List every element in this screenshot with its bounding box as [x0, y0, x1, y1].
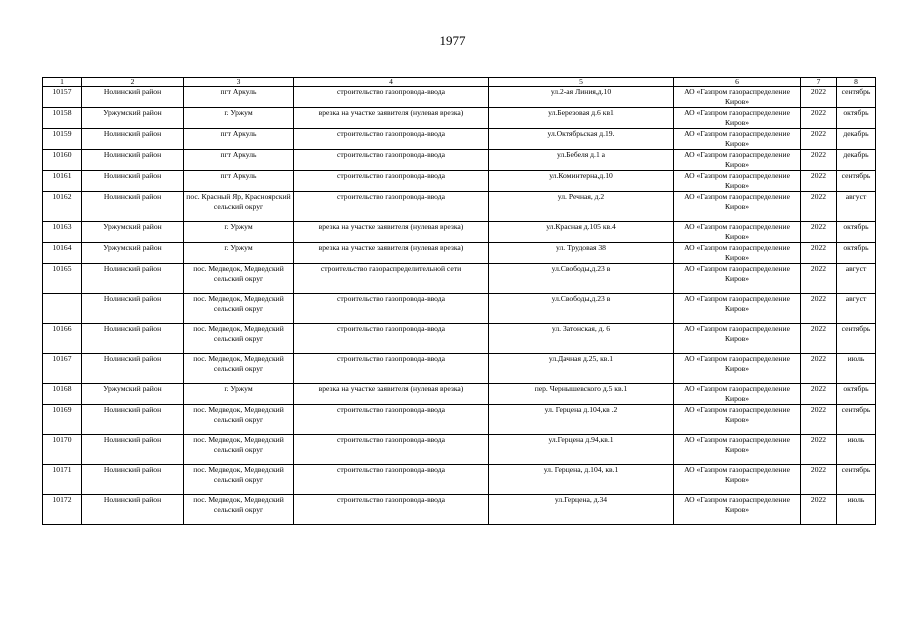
work-type-cell: врезка на участке заявителя (нулевая врезка): [294, 222, 489, 243]
table-row: [43, 192, 876, 222]
address-cell: ул.Герцена, д.34: [489, 495, 674, 525]
work-type-cell: врезка на участке заявителя (нулевая врезка): [294, 108, 489, 129]
district-cell: Нолинский район: [82, 150, 184, 171]
district-cell: Уржумский район: [82, 243, 184, 264]
year-cell: 2022: [801, 354, 837, 384]
column-header: 7: [801, 78, 837, 87]
work-type-cell: строительство газопровода-ввода: [294, 294, 489, 324]
settlement-cell: пгт Аркуль: [184, 150, 294, 171]
table-row: [43, 243, 876, 264]
column-header: 2: [82, 78, 184, 87]
work-type-cell: строительство газопровода-ввода: [294, 495, 489, 525]
table-row: [43, 222, 876, 243]
work-type-cell: врезка на участке заявителя (нулевая врезка): [294, 384, 489, 405]
work-type-cell: строительство газопровода-ввода: [294, 405, 489, 435]
table-row: [43, 384, 876, 405]
organization-cell: АО «Газпром газораспределение Киров»: [674, 129, 801, 150]
month-cell: октябрь: [837, 108, 876, 129]
organization-cell: АО «Газпром газораспределение Киров»: [674, 222, 801, 243]
column-header: 1: [43, 78, 82, 87]
table-row: [43, 264, 876, 294]
month-cell: октябрь: [837, 384, 876, 405]
year-cell: 2022: [801, 108, 837, 129]
address-cell: ул.Октябрьская д.19.: [489, 129, 674, 150]
year-cell: 2022: [801, 264, 837, 294]
month-cell: сентябрь: [837, 324, 876, 354]
address-cell: ул.Красная д.105 кв.4: [489, 222, 674, 243]
settlement-cell: г. Уржум: [184, 108, 294, 129]
year-cell: 2022: [801, 243, 837, 264]
settlement-cell: пос. Медведок, Медведский сельский округ: [184, 435, 294, 465]
organization-cell: АО «Газпром газораспределение Киров»: [674, 354, 801, 384]
settlement-cell: пгт Аркуль: [184, 87, 294, 108]
settlement-cell: пос. Медведок, Медведский сельский округ: [184, 354, 294, 384]
year-cell: 2022: [801, 222, 837, 243]
month-cell: декабрь: [837, 150, 876, 171]
column-header: 6: [674, 78, 801, 87]
address-cell: ул. Герцена д.104,кв .2: [489, 405, 674, 435]
column-header: 8: [837, 78, 876, 87]
month-cell: июль: [837, 354, 876, 384]
row-id-cell: 10164: [43, 243, 82, 264]
settlement-cell: пос. Медведок, Медведский сельский округ: [184, 405, 294, 435]
address-cell: пер. Чернышевского д.5 кв.1: [489, 384, 674, 405]
district-cell: Нолинский район: [82, 294, 184, 324]
year-cell: 2022: [801, 324, 837, 354]
work-type-cell: строительство газопровода-ввода: [294, 324, 489, 354]
organization-cell: АО «Газпром газораспределение Киров»: [674, 243, 801, 264]
table-row: [43, 495, 876, 525]
column-header: 4: [294, 78, 489, 87]
month-cell: июль: [837, 435, 876, 465]
address-cell: ул. Речная, д.2: [489, 192, 674, 222]
address-cell: ул.Герцена д.94,кв.1: [489, 435, 674, 465]
row-id-cell: 10161: [43, 171, 82, 192]
header-row: [43, 78, 876, 87]
address-cell: ул. Герцена, д.104, кв.1: [489, 465, 674, 495]
organization-cell: АО «Газпром газораспределение Киров»: [674, 435, 801, 465]
address-cell: ул.Свободы,д.23 в: [489, 264, 674, 294]
row-id-cell: 10168: [43, 384, 82, 405]
organization-cell: АО «Газпром газораспределение Киров»: [674, 192, 801, 222]
work-type-cell: строительство газопровода-ввода: [294, 465, 489, 495]
organization-cell: АО «Газпром газораспределение Киров»: [674, 294, 801, 324]
work-type-cell: строительство газопровода-ввода: [294, 87, 489, 108]
row-id-cell: 10159: [43, 129, 82, 150]
address-cell: ул.Дачная д.25, кв.1: [489, 354, 674, 384]
table-header: [43, 78, 876, 87]
table-row: [43, 150, 876, 171]
organization-cell: АО «Газпром газораспределение Киров»: [674, 384, 801, 405]
district-cell: Нолинский район: [82, 171, 184, 192]
row-id-cell: 10171: [43, 465, 82, 495]
address-cell: ул.Свободы,д.23 в: [489, 294, 674, 324]
organization-cell: АО «Газпром газораспределение Киров»: [674, 465, 801, 495]
column-header: 5: [489, 78, 674, 87]
district-cell: Нолинский район: [82, 495, 184, 525]
work-type-cell: врезка на участке заявителя (нулевая врезка): [294, 243, 489, 264]
year-cell: 2022: [801, 495, 837, 525]
district-cell: Нолинский район: [82, 354, 184, 384]
month-cell: октябрь: [837, 222, 876, 243]
settlement-cell: пос. Медведок, Медведский сельский округ: [184, 465, 294, 495]
settlement-cell: г. Уржум: [184, 384, 294, 405]
year-cell: 2022: [801, 192, 837, 222]
organization-cell: АО «Газпром газораспределение Киров»: [674, 405, 801, 435]
page-number: 1977: [439, 33, 466, 48]
work-type-cell: строительство газопровода-ввода: [294, 354, 489, 384]
row-id-cell: 10172: [43, 495, 82, 525]
address-cell: ул.Коминтерна,д.10: [489, 171, 674, 192]
work-type-cell: строительство газопровода-ввода: [294, 171, 489, 192]
year-cell: 2022: [801, 384, 837, 405]
district-cell: Нолинский район: [82, 405, 184, 435]
settlement-cell: пос. Медведок, Медведский сельский округ: [184, 264, 294, 294]
table-row: [43, 405, 876, 435]
table-row: [43, 354, 876, 384]
row-id-cell: 10163: [43, 222, 82, 243]
settlement-cell: г. Уржум: [184, 222, 294, 243]
registry-table: [42, 77, 876, 525]
organization-cell: АО «Газпром газораспределение Киров»: [674, 171, 801, 192]
table-body: [43, 87, 876, 525]
table-row: [43, 435, 876, 465]
work-type-cell: строительство газопровода-ввода: [294, 435, 489, 465]
work-type-cell: строительство газопровода-ввода: [294, 192, 489, 222]
table-row: [43, 465, 876, 495]
month-cell: август: [837, 294, 876, 324]
row-id-cell: 10167: [43, 354, 82, 384]
district-cell: Нолинский район: [82, 129, 184, 150]
address-cell: ул. Трудовая 38: [489, 243, 674, 264]
row-id-cell: 10170: [43, 435, 82, 465]
work-type-cell: строительство газопровода-ввода: [294, 129, 489, 150]
work-type-cell: строительство газопровода-ввода: [294, 150, 489, 171]
organization-cell: АО «Газпром газораспределение Киров»: [674, 87, 801, 108]
settlement-cell: пос. Медведок, Медведский сельский округ: [184, 294, 294, 324]
table-row: [43, 171, 876, 192]
month-cell: сентябрь: [837, 171, 876, 192]
year-cell: 2022: [801, 294, 837, 324]
year-cell: 2022: [801, 171, 837, 192]
month-cell: октябрь: [837, 243, 876, 264]
year-cell: 2022: [801, 435, 837, 465]
settlement-cell: пос. Медведок, Медведский сельский округ: [184, 495, 294, 525]
row-id-cell: 10166: [43, 324, 82, 354]
address-cell: ул.2-ая Линия,д.10: [489, 87, 674, 108]
district-cell: Уржумский район: [82, 108, 184, 129]
district-cell: Нолинский район: [82, 435, 184, 465]
month-cell: сентябрь: [837, 87, 876, 108]
address-cell: ул. Затонская, д. 6: [489, 324, 674, 354]
district-cell: Нолинский район: [82, 324, 184, 354]
month-cell: август: [837, 192, 876, 222]
organization-cell: АО «Газпром газораспределение Киров»: [674, 108, 801, 129]
row-id-cell: 10165: [43, 264, 82, 294]
month-cell: декабрь: [837, 129, 876, 150]
table-row: [43, 294, 876, 324]
year-cell: 2022: [801, 87, 837, 108]
settlement-cell: г. Уржум: [184, 243, 294, 264]
row-id-cell: 10169: [43, 405, 82, 435]
table-row: [43, 108, 876, 129]
month-cell: сентябрь: [837, 465, 876, 495]
settlement-cell: пгт Аркуль: [184, 171, 294, 192]
district-cell: Нолинский район: [82, 87, 184, 108]
settlement-cell: пос. Красный Яр, Красноярский сельский округ: [184, 192, 294, 222]
district-cell: Уржумский район: [82, 222, 184, 243]
work-type-cell: строительство газораспределительной сети: [294, 264, 489, 294]
month-cell: август: [837, 264, 876, 294]
organization-cell: АО «Газпром газораспределение Киров»: [674, 495, 801, 525]
district-cell: Нолинский район: [82, 192, 184, 222]
address-cell: ул.Березовая д.6 кв1: [489, 108, 674, 129]
row-id-cell: 10157: [43, 87, 82, 108]
settlement-cell: пгт Аркуль: [184, 129, 294, 150]
organization-cell: АО «Газпром газораспределение Киров»: [674, 264, 801, 294]
row-id-cell: 10162: [43, 192, 82, 222]
row-id-cell: [43, 294, 82, 324]
settlement-cell: пос. Медведок, Медведский сельский округ: [184, 324, 294, 354]
district-cell: Нолинский район: [82, 465, 184, 495]
row-id-cell: 10158: [43, 108, 82, 129]
organization-cell: АО «Газпром газораспределение Киров»: [674, 150, 801, 171]
table-row: [43, 324, 876, 354]
organization-cell: АО «Газпром газораспределение Киров»: [674, 324, 801, 354]
year-cell: 2022: [801, 405, 837, 435]
column-header: 3: [184, 78, 294, 87]
year-cell: 2022: [801, 150, 837, 171]
district-cell: Нолинский район: [82, 264, 184, 294]
month-cell: июль: [837, 495, 876, 525]
table-row: [43, 87, 876, 108]
year-cell: 2022: [801, 465, 837, 495]
row-id-cell: 10160: [43, 150, 82, 171]
district-cell: Уржумский район: [82, 384, 184, 405]
table-row: [43, 129, 876, 150]
year-cell: 2022: [801, 129, 837, 150]
month-cell: сентябрь: [837, 405, 876, 435]
address-cell: ул.Бебеля д.1 а: [489, 150, 674, 171]
